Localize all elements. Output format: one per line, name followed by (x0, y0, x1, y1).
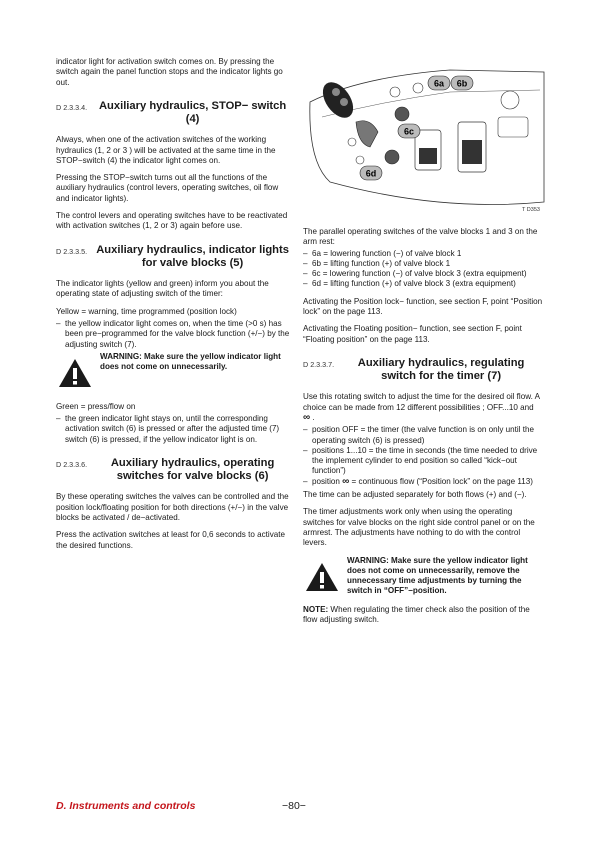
warning-block (56, 352, 293, 388)
infinity-symbol: ∞ (342, 475, 350, 487)
left-column (56, 57, 293, 558)
paragraph: Activating the Floating position− function, see section F, point “Floating position” on the page 113. (303, 324, 522, 344)
footer-section-title: D. Instruments and controls (56, 800, 196, 812)
page-number: −80− (282, 800, 306, 812)
list-item-text: position (312, 476, 340, 486)
paragraph: Press the activation switches at least for 0,6 seconds to activate the desired functions. (56, 530, 285, 550)
list (303, 425, 543, 487)
paragraph: The parallel operating switches of the valve blocks 1 and 3 on the arm rest: (303, 227, 538, 247)
callout-label: 6b (456, 78, 468, 89)
list-item: – the yellow indicator light comes on, when the time (>0 s) has been pre−programmed for the valve block function (+/−) by the adjusting switch (7). (56, 319, 293, 350)
paragraph: Green = press/flow on (56, 401, 136, 411)
warning-triangle-icon (305, 562, 339, 592)
warning-triangle-icon (58, 358, 92, 388)
note-label: NOTE: (303, 604, 329, 614)
list-item: – 6d = lifting function (+) of valve block 3 (extra equipment) (303, 279, 543, 289)
warning-block (303, 556, 543, 597)
paragraph: The indicator lights (yellow and green) inform you about the operating state of adjusting switch of the timer: (56, 279, 269, 299)
callout-label: 6d (365, 168, 377, 179)
paragraph: Yellow = warning, time programmed (position lock) (56, 306, 237, 316)
list (56, 319, 293, 350)
section-title: Auxiliary hydraulics, indicator lights for valve blocks (5) (96, 243, 289, 269)
paragraph-text: Use this rotating switch to adjust the time for the desired oil flow. A choice can be made from 12 different possibilities ; OFF...10 and (303, 392, 540, 412)
section-code: D 2.3.3.6. (56, 460, 88, 470)
section-title: Auxiliary hydraulics, regulating switch for the timer (7) (357, 356, 525, 383)
right-column (303, 227, 543, 632)
note-paragraph (303, 605, 543, 626)
section-code: D 2.3.3.5. (56, 246, 88, 256)
list-item: – 6a = lowering function (−) of valve block 1 (303, 249, 543, 259)
note-text: When regulating the timer check also the position of the flow adjusting switch. (303, 604, 530, 625)
paragraph: The control levers and operating switches have to be reactivated with activation switches (1, 2 or 3) again before use. (56, 211, 288, 231)
warning-text: WARNING: Make sure the yellow indicator light does not come on unnecessarily, remove the unnecessary time adjustments by turning the switch in “OFF”−position. (347, 555, 528, 596)
paragraph-end: . (312, 412, 315, 422)
armrest-switches-figure (300, 62, 546, 212)
intro-paragraph: indicator light for activation switch comes on. By pressing the switch again the panel function stops and the indicator lights go out. (56, 57, 283, 87)
paragraph: Activating the Position lock− function, see section F, point “Position lock” on the page 113. (303, 296, 543, 317)
list-item: – 6b = lifting function (+) of valve block 1 (303, 259, 543, 269)
paragraph: Always, when one of the activation switches of the working hydraulics (1, 2 or 3 ) will be activated at the same time in the STOP−switch (4) the indicator light comes on. (56, 135, 276, 165)
list (56, 414, 293, 445)
paragraph: The timer adjustments work only when using the operating switches for valve blocks on the right side control panel or on the armrest. The adjustments have nothing to do with the control levers. (303, 507, 535, 548)
list-item: – position OFF = the timer (the valve function is on only until the operating switch (6) is pressed) (303, 425, 543, 446)
paragraph: By these operating switches the valves can be controlled and the position lock/floating position for both directions (+/−) in the valve blocks be activated / de−activated. (56, 492, 289, 523)
warning-text: WARNING: Make sure the yellow indicator light does not come on unnecessarily. (100, 351, 281, 372)
list-item: – 6c = lowering function (−) of valve block 3 (extra equipment) (303, 269, 543, 279)
list-item-text: = continuous flow (“Position lock” on the page 113) (351, 476, 533, 486)
section-code: D 2.3.3.7. (303, 359, 335, 369)
section-heading-operating-switches (56, 457, 293, 483)
list-item: – positions 1...10 = the time in seconds (the time needed to drive the implement cylinder to end position so called “kick−out function”) (303, 446, 543, 477)
list-item: – the green indicator light stays on, until the corresponding activation switch (6) is pressed or after the adjusted time (7) switch (6) is pressed, if the yellow indicator light is on. (56, 414, 293, 445)
callout-label: 6a (433, 78, 445, 89)
section-heading-timer (303, 357, 543, 383)
paragraph: Pressing the STOP−switch turns out all the functions of the auxiliary hydraulics (control levers, operating switches, oil flow and indicator lights). (56, 173, 279, 203)
armrest-illustration (300, 62, 546, 212)
paragraph (303, 392, 543, 423)
section-code: D 2.3.3.4. (56, 102, 88, 112)
list-item (303, 477, 543, 487)
section-title: Auxiliary hydraulics, STOP− switch (4) (98, 99, 287, 126)
section-title: Auxiliary hydraulics, operating switches for valve blocks (6) (110, 457, 275, 483)
paragraph: The time can be adjusted separately for both flows (+) and (−). (303, 490, 527, 500)
list (303, 249, 543, 290)
callout-label: 6c (403, 126, 415, 137)
section-heading-stop-switch (56, 100, 293, 126)
section-heading-indicator-lights (56, 244, 293, 270)
figure-code: T D353 (522, 207, 540, 213)
infinity-symbol: ∞ (303, 411, 311, 423)
